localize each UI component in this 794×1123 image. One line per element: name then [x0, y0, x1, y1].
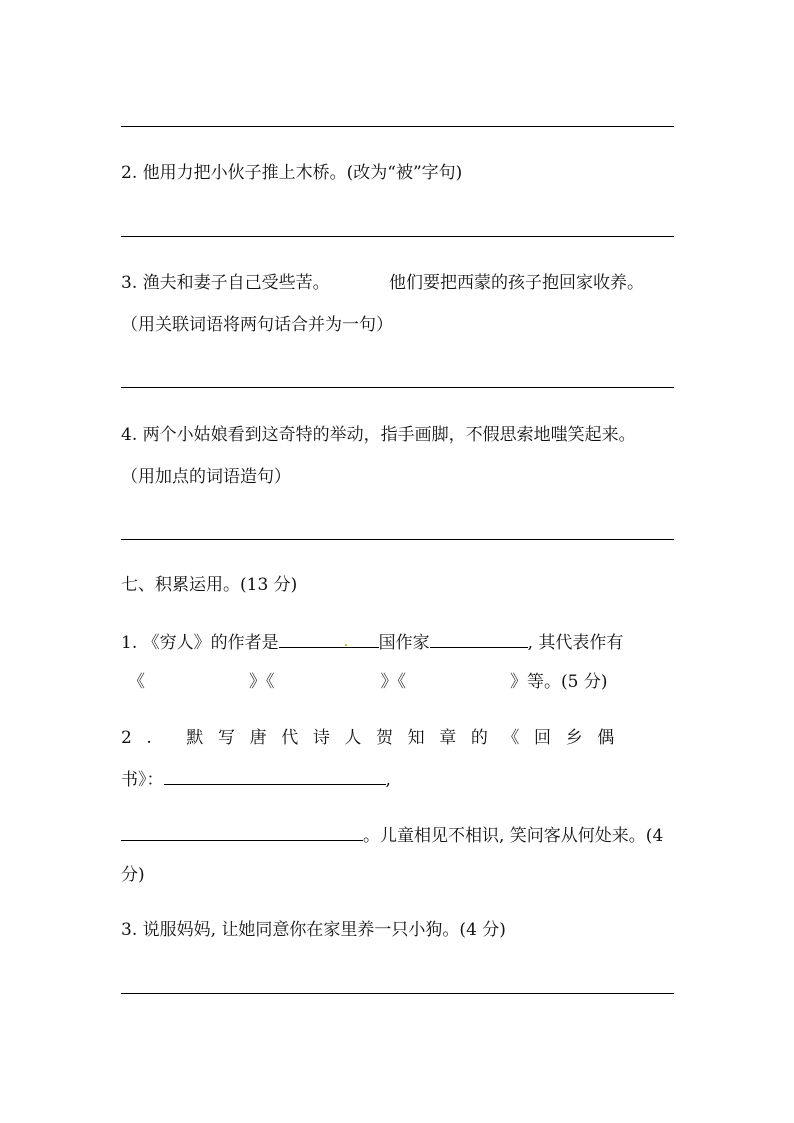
country-blank[interactable] — [430, 629, 528, 648]
works-label: , 其代表作有 — [527, 633, 624, 653]
answer-line — [121, 387, 674, 388]
question-7-2-line3 — [121, 822, 663, 847]
author-question: 1. 《穷人》的作者是 — [121, 633, 279, 653]
answer-line — [121, 539, 674, 540]
comma: , — [385, 770, 391, 790]
question-7-2-score: 分) — [121, 865, 145, 885]
question-4-instruction: （用加点的词语造句） — [121, 467, 291, 487]
question-3-sentence-a: 3. 渔夫和妻子自己受些苦。 — [121, 273, 330, 293]
stray-mark — [345, 644, 347, 646]
question-7-1-line1 — [121, 629, 623, 654]
question-7-1-line2 — [128, 671, 607, 693]
question-3-instruction: （用关联词语将两句话合并为一句） — [121, 315, 393, 335]
book-title-separator: 》《 — [249, 672, 275, 692]
answer-line — [121, 126, 674, 127]
book-title-open: 《 — [128, 672, 145, 692]
answer-line — [121, 993, 674, 994]
question-2-rewrite: 2. 他用力把小伙子推上木桥。(改为“被”字句) — [121, 163, 463, 183]
section-7-heading: 七、积累运用。(13 分) — [121, 575, 298, 595]
poem-line-1-blank[interactable] — [164, 766, 386, 785]
question-7-2-line2 — [121, 766, 391, 791]
question-3-sentence-b: 他们要把西蒙的孩子抱回家收养。 — [389, 273, 644, 293]
question-7-2-line1: 2. 默写唐代诗人贺知章的《回乡偶 — [121, 728, 629, 748]
question-7-3: 3. 说服妈妈, 让她同意你在家里养一只小狗。(4 分) — [121, 920, 506, 940]
book-title-separator: 》《 — [380, 672, 406, 692]
poem-given-lines: 。儿童相见不相识, 笑问客从何处来。(4 — [363, 826, 664, 846]
poem-title-end: 书》： — [121, 770, 164, 790]
book-title-close-score: 》等。(5 分) — [510, 672, 608, 692]
question-4-sentence: 4. 两个小姑娘看到这奇特的举动，指手画脚，不假思索地嗤笑起来。 — [121, 425, 636, 445]
country-label: 国作家 — [378, 633, 430, 653]
author-blank[interactable] — [279, 629, 379, 648]
answer-line — [121, 236, 674, 237]
poem-line-2-blank[interactable] — [121, 822, 363, 841]
